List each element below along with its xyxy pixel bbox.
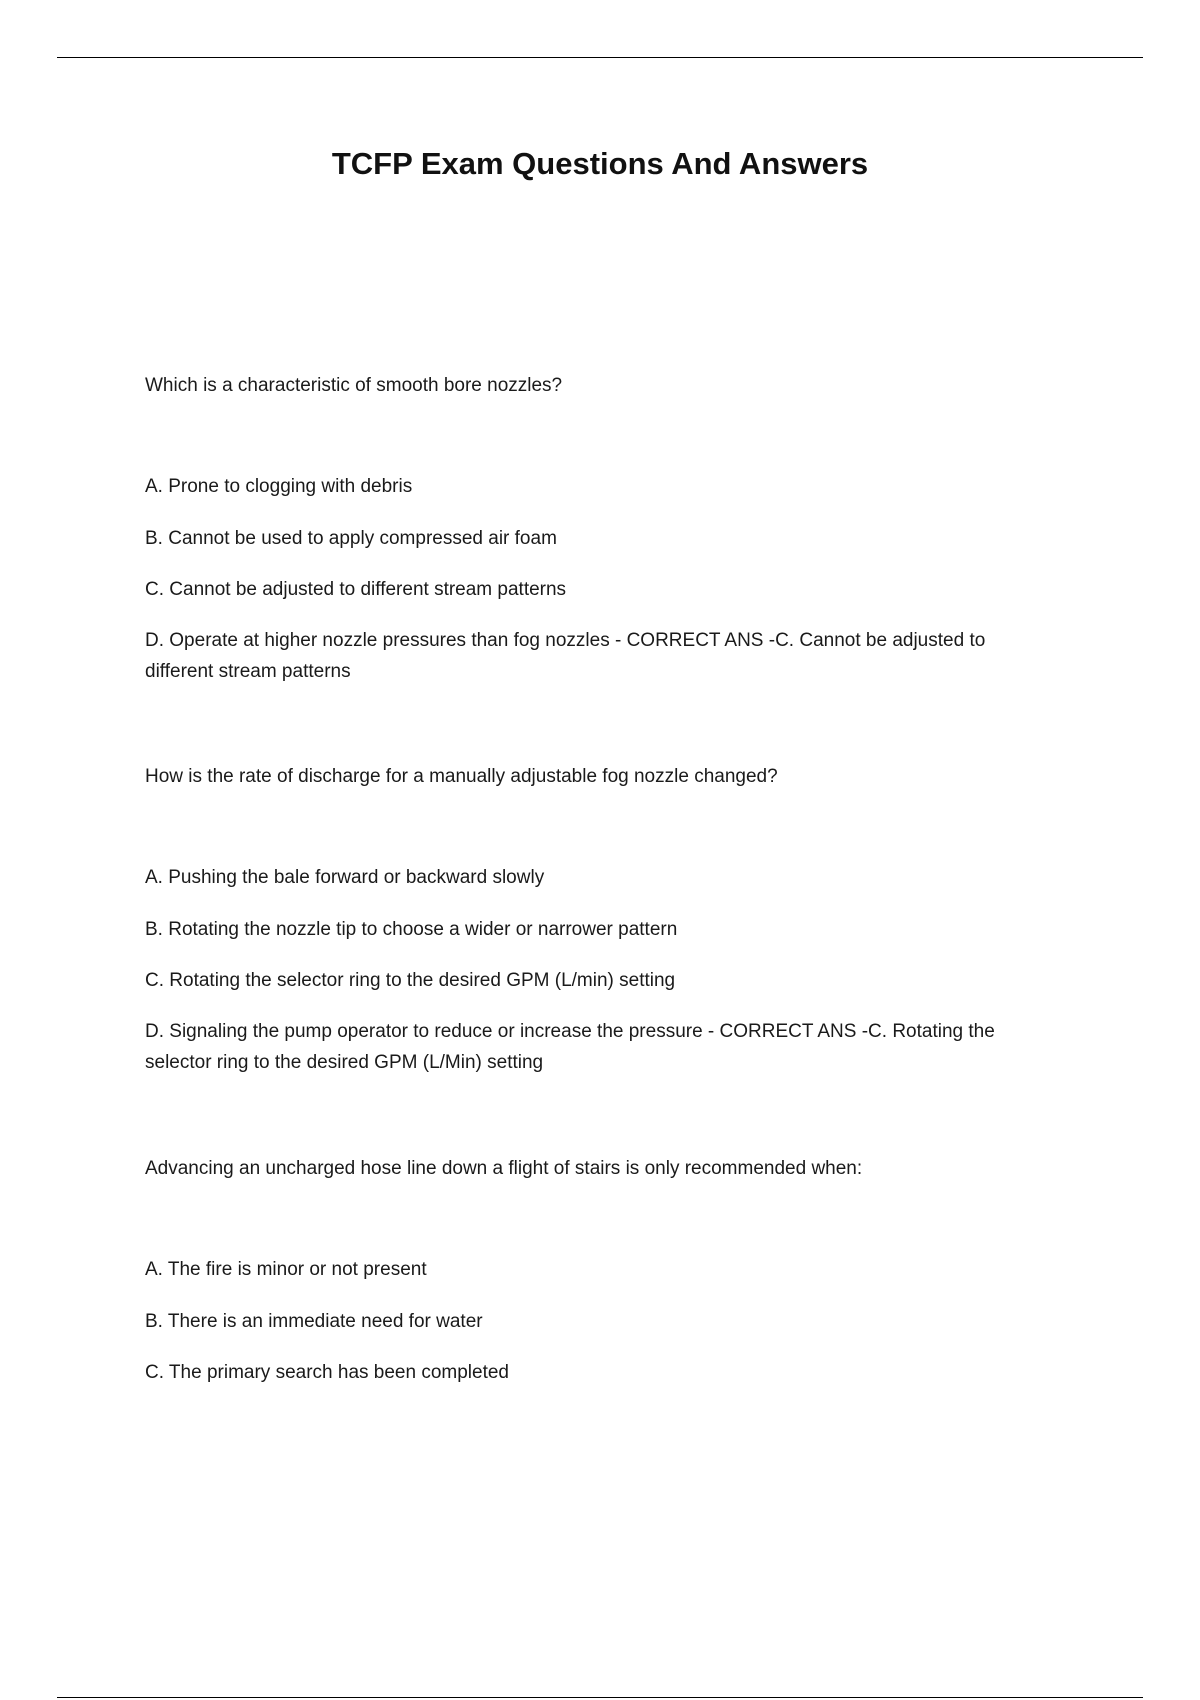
question-prompt: Advancing an uncharged hose line down a flight of stairs is only recommended when:: [145, 1158, 863, 1179]
answer-option: A. The fire is minor or not present: [145, 1259, 427, 1280]
answer-option-with-correct-answer: D. Operate at higher nozzle pressures than fog nozzles - CORRECT ANS -C. Cannot be adjusted to different stream patterns: [145, 630, 986, 682]
answer-option: C. Cannot be adjusted to different stream patterns: [145, 579, 567, 600]
answer-option: B. Cannot be used to apply compressed air foam: [145, 528, 557, 549]
answer-option: B. Rotating the nozzle tip to choose a wider or narrower pattern: [145, 919, 678, 940]
footer-rule: [57, 1697, 1143, 1698]
document-title: TCFP Exam Questions And Answers: [331, 146, 869, 181]
answer-option: B. There is an immediate need for water: [145, 1311, 483, 1332]
question-prompt: Which is a characteristic of smooth bore nozzles?: [145, 375, 563, 396]
answer-option: A. Pushing the bale forward or backward slowly: [145, 867, 545, 888]
question-prompt: How is the rate of discharge for a manually adjustable fog nozzle changed?: [145, 766, 778, 787]
answer-option: C. The primary search has been completed: [145, 1362, 509, 1383]
answer-option: A. Prone to clogging with debris: [145, 476, 413, 497]
answer-option: C. Rotating the selector ring to the desired GPM (L/min) setting: [145, 970, 676, 991]
answer-option-with-correct-answer: D. Signaling the pump operator to reduce or increase the pressure - CORRECT ANS -C. Rotating the selector ring to the desired GPM (L/Min) setting: [145, 1021, 995, 1073]
header-rule: [57, 57, 1143, 58]
